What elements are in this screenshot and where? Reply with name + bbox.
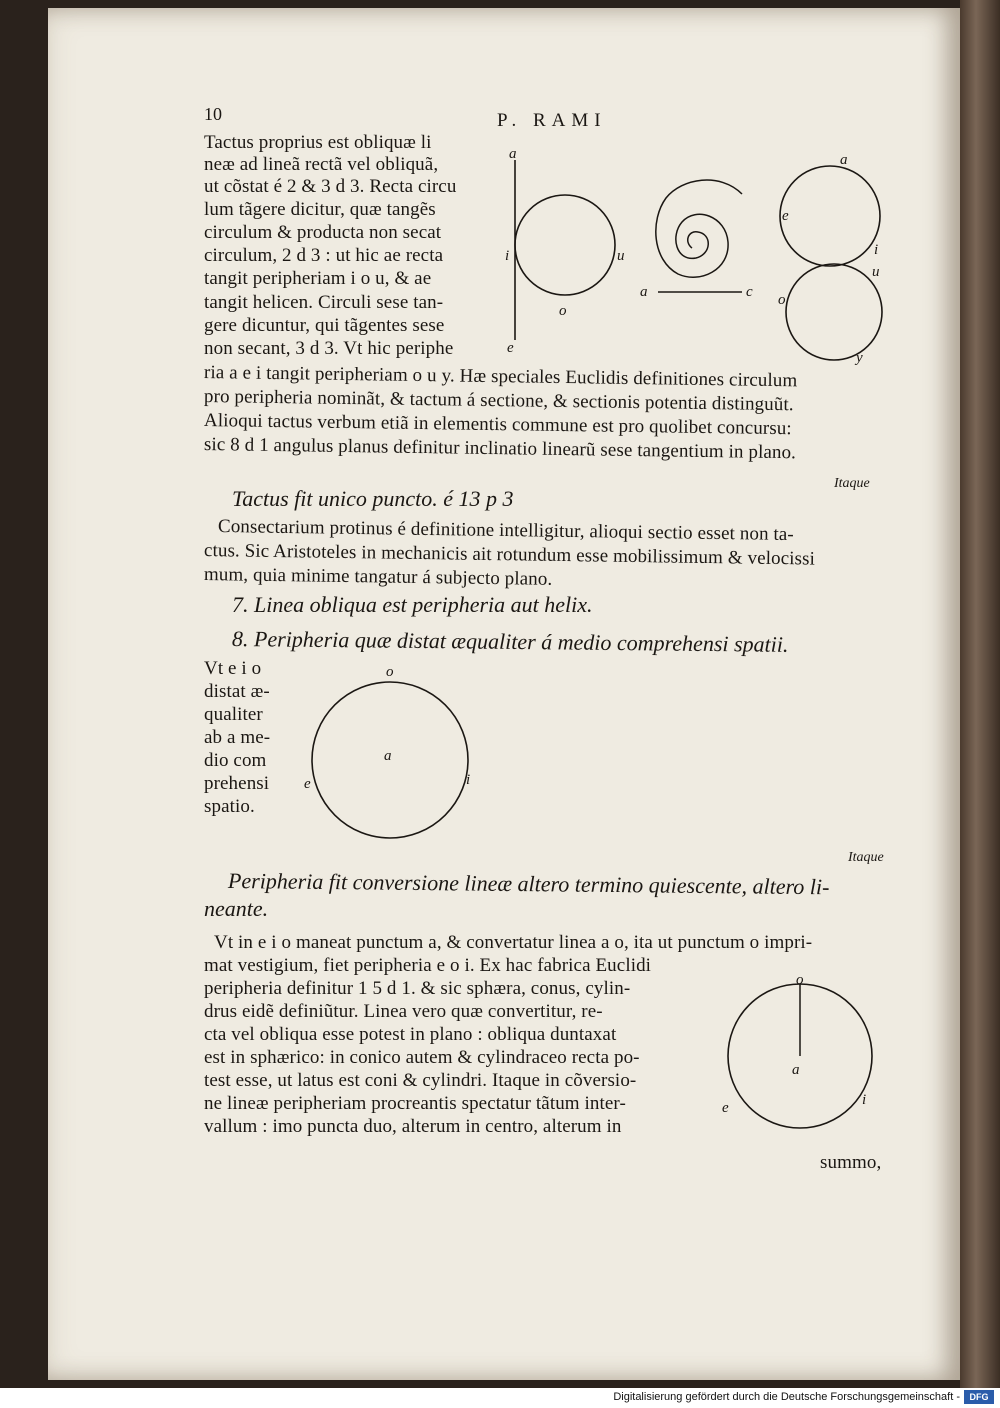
text-line: qualiter [204, 704, 263, 725]
text-line: Alioqui tactus verbum etiã in elementis commune est pro quolibet concursu: [203, 410, 792, 440]
figure-label: o [386, 664, 394, 680]
text-line: distat æ- [204, 681, 270, 702]
margin-note: Itaque [848, 850, 884, 865]
figure-label: o [796, 972, 804, 988]
figure-label: i [874, 242, 879, 258]
text-line: Vt in e i o maneat punctum a, & convertatur linea a o, ita ut punctum o impri- [214, 932, 813, 953]
definition-7: 7. Linea obliqua est peripheria aut helix. [232, 592, 593, 617]
page-number: 10 [204, 104, 222, 124]
figure-label: o [559, 303, 567, 319]
text-line: ria a e i tangit peripheriam o u y. Hæ speciales Euclidis definitiones circulum [203, 362, 798, 392]
text-line: ut cõstat é 2 & 3 d 3. Recta circu [204, 176, 457, 197]
catchword: summo, [820, 1152, 882, 1173]
text-line: prehensi [204, 773, 270, 794]
figure-label: y [856, 350, 863, 366]
figure-helix-tangent [630, 160, 770, 315]
text-line: ab a me- [204, 727, 271, 748]
text-line: ne lineæ peripheriam procreantis spectatur tãtum inter- [204, 1093, 626, 1114]
text-line: spatio. [204, 796, 255, 817]
figure-label: a [640, 284, 648, 300]
figure-label: u [617, 248, 625, 264]
text-line: non secant, 3 d 3. Vt hic periphe [204, 338, 454, 359]
figure-label: i [466, 772, 471, 788]
text-line: mum, quia minime tangatur á subjecto plano. [203, 564, 553, 590]
book-edge [960, 0, 1000, 1388]
figure-tangent-circle [495, 140, 635, 365]
figure-label: a [509, 146, 517, 162]
figure-label: a [792, 1062, 800, 1078]
figure-label: e [507, 340, 514, 356]
text-line: drus eidẽ definiũtur. Linea vero quæ convertitur, re- [204, 1001, 603, 1022]
text-line: circulum, 2 d 3 : ut hic ae recta [204, 245, 444, 266]
running-head: P. RAMI [497, 110, 607, 131]
figure-circle-eio [300, 660, 490, 845]
text-line: sic 8 d 1 angulus planus definitur inclinatio linearũ sese tangentium in plano. [203, 434, 797, 464]
text-line: peripheria definitur 1 5 d 1. & sic sphæra, conus, cylin- [204, 978, 631, 999]
text-line: dio com [204, 750, 267, 771]
figure-label: e [304, 776, 311, 792]
text-line: est in sphærico: in conico autem & cylindraceo recta po- [204, 1047, 640, 1068]
text-line: Vt e i o [204, 658, 262, 679]
theorem-heading: Tactus fit unico puncto. é 13 p 3 [232, 486, 514, 511]
text-line: lum tãgere dicitur, quæ tangẽs [204, 199, 436, 220]
dfg-logo: DFG [964, 1390, 994, 1404]
figure-circle-radius [720, 970, 900, 1145]
figure-label: i [505, 248, 510, 264]
margin-note: Itaque [834, 476, 870, 491]
figure-label: u [872, 264, 880, 280]
definition-8: 8. Peripheria quæ distat æqualiter á medio comprehensi spatii. [231, 626, 789, 657]
figure-label: a [384, 748, 392, 764]
text-line: Consectarium protinus é definitione intelligitur, alioqui sectio esset non ta- [217, 516, 794, 546]
figure-tangent-circles [770, 150, 900, 375]
text-line: pro peripheria nominãt, & tactum á sectione, & sectionis potentia distinguũt. [203, 386, 794, 416]
text-line: circulum & producta non secat [204, 222, 442, 243]
figure-label: e [782, 208, 789, 224]
theorem-heading: neante. [204, 896, 269, 921]
theorem-heading: Peripheria fit conversione lineæ altero termino quiescente, altero li- [227, 868, 830, 900]
text-line: test esse, ut latus est coni & cylindri. Itaque in cõversio- [204, 1070, 637, 1091]
figure-label: a [840, 152, 848, 168]
text-line: gere dicuntur, qui tãgentes sese [204, 315, 445, 336]
text-line: mat vestigium, fiet peripheria e o i. Ex hac fabrica Euclidi [204, 955, 652, 976]
text-line: Tactus proprius est obliquæ li [204, 132, 432, 153]
figure-label: o [778, 292, 786, 308]
text-line: tangit peripheriam i o u, & ae [204, 268, 432, 289]
figure-label: c [746, 284, 753, 300]
text-line: ctus. Sic Aristoteles in mechanicis ait rotundum esse mobilissimum & velocissi [203, 540, 816, 570]
text-line: neæ ad lineã rectã vel obliquã, [204, 154, 439, 175]
text-line: vallum : imo puncta duo, alterum in centro, alterum in [204, 1116, 622, 1137]
figure-label: e [722, 1100, 729, 1116]
figure-label: i [862, 1092, 867, 1108]
footer-credit: Digitalisierung gefördert durch die Deutsche Forschungsgemeinschaft - [613, 1391, 960, 1403]
text-line: tangit helicen. Circuli sese tan- [204, 292, 444, 313]
text-line: cta vel obliqua esse potest in plano : obliqua duntaxat [204, 1024, 617, 1045]
